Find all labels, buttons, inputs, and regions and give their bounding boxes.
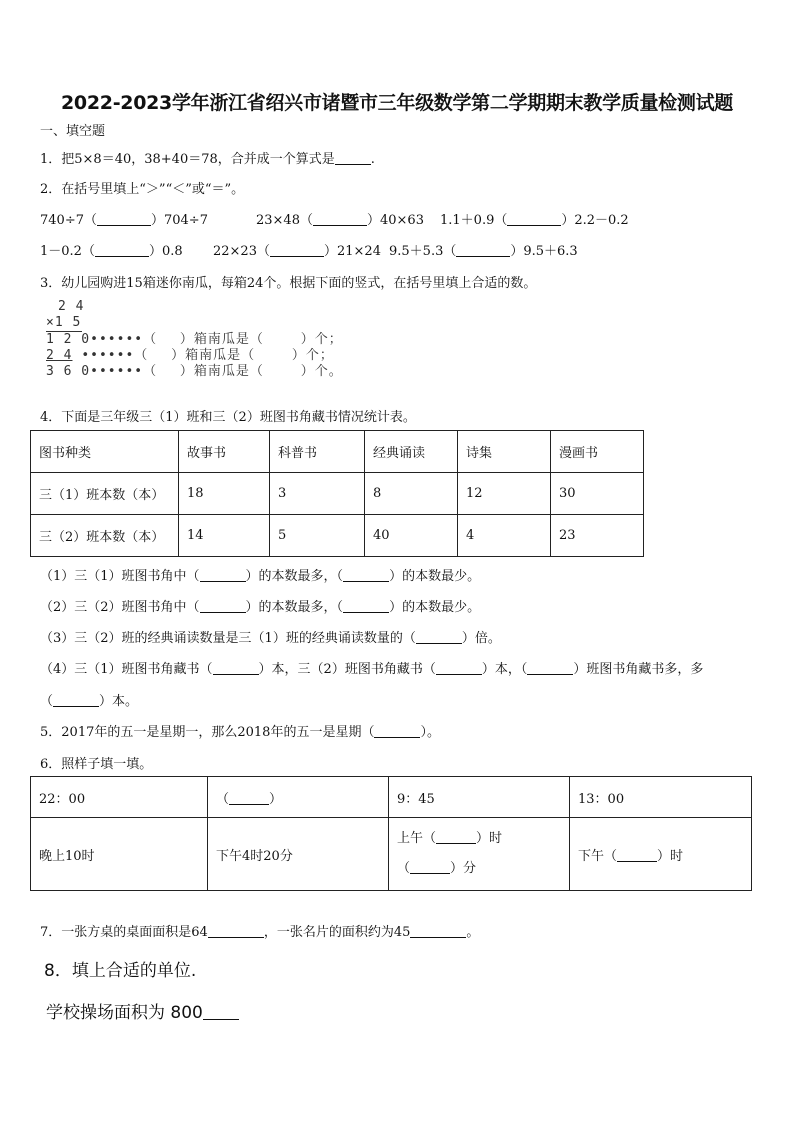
comparison-3: 1.1＋0.9（ ）2.2－0.2 — [440, 213, 629, 228]
answer-blank[interactable] — [343, 600, 389, 613]
table-cell: （ ） — [208, 777, 389, 818]
question-5: 5．2017年的五一是星期一，那么2018年的五一是星期（ ）。 — [40, 725, 440, 740]
table-cell: 下午（ ）时 — [570, 818, 752, 891]
table-header-cell: 诗集 — [458, 431, 551, 473]
table-cell: 18 — [179, 473, 270, 515]
sub-question-2: （2）三（2）班图书角中（ ）的本数最多，（ ）的本数最少。 — [40, 600, 481, 615]
question-2: 2．在括号里填上“＞”“＜”或“＝”。 — [40, 182, 245, 197]
question-1: 1．把5×8＝40，38+40＝78，合并成一个算式是 . — [40, 152, 375, 167]
table-header-cell: 经典诵读 — [365, 431, 458, 473]
answer-blank[interactable] — [270, 244, 324, 257]
answer-blank[interactable] — [229, 792, 269, 805]
sub-question-3: （3）三（2）班的经典诵读数量是三（1）班的经典诵读数量的（ ）倍。 — [40, 631, 501, 646]
answer-blank[interactable] — [527, 662, 573, 675]
answer-blank[interactable] — [208, 925, 264, 938]
question-3: 3．幼儿园购进15箱迷你南瓜，每箱24个。根据下面的竖式，在括号里填上合适的数。 — [40, 276, 537, 291]
table-cell: 3 — [270, 473, 365, 515]
answer-blank[interactable] — [410, 861, 450, 874]
table-cell: 4 — [458, 515, 551, 557]
table-cell: 23 — [551, 515, 644, 557]
answer-blank[interactable] — [507, 213, 561, 226]
table-cell: 9：45 — [389, 777, 570, 818]
answer-blank[interactable] — [416, 631, 462, 644]
answer-blank[interactable] — [53, 694, 99, 707]
time-table — [30, 776, 752, 891]
cell-line: 上午（ ）时 — [397, 831, 503, 846]
comparison-5: 22×23（ ）21×24 — [213, 244, 381, 259]
vertical-line: 2 4 ••••••（ ）箱南瓜是（ ）个； — [46, 348, 334, 363]
question-8: 8．填上合适的单位. — [44, 961, 197, 981]
comparison-6: 9.5＋5.3（ ）9.5＋6.3 — [389, 244, 578, 259]
answer-blank[interactable] — [456, 244, 510, 257]
sub-question-1: （1）三（1）班图书角中（ ）的本数最多，（ ）的本数最少。 — [40, 569, 481, 584]
sub-question-4: （4）三（1）班图书角藏书（ ）本，三（2）班图书角藏书（ ）本，（ ）班图书角藏书多，多 — [40, 662, 704, 677]
answer-blank[interactable] — [374, 725, 420, 738]
page-title: 2022-2023学年浙江省绍兴市诸暨市三年级数学第二学期期末教学质量检测试题 — [61, 92, 733, 114]
answer-blank[interactable] — [213, 662, 259, 675]
vertical-line: 2 4 — [58, 299, 85, 314]
table-cell: 下午4时20分 — [208, 818, 389, 891]
answer-blank[interactable] — [410, 925, 466, 938]
table-cell: 30 — [551, 473, 644, 515]
question-4: 4．下面是三年级三（1）班和三（2）班图书角藏书情况统计表。 — [40, 410, 416, 425]
table-row — [31, 515, 644, 557]
answer-blank[interactable] — [313, 213, 367, 226]
table-cell: 13：00 — [570, 777, 752, 818]
answer-blank[interactable] — [436, 662, 482, 675]
table-cell: 5 — [270, 515, 365, 557]
answer-blank[interactable] — [343, 569, 389, 582]
question-6: 6．照样子填一填。 — [40, 757, 153, 772]
answer-blank[interactable] — [617, 849, 657, 862]
table-cell: 14 — [179, 515, 270, 557]
answer-blank[interactable] — [95, 244, 149, 257]
table-header-cell: 故事书 — [179, 431, 270, 473]
comparison-4: 1－0.2（ ）0.8 — [40, 244, 183, 259]
table-header-row — [31, 431, 644, 473]
table-row — [31, 473, 644, 515]
answer-blank[interactable] — [97, 213, 151, 226]
table-cell: 三（2）班本数（本） — [31, 515, 179, 557]
table-header-cell: 漫画书 — [551, 431, 644, 473]
table-cell: 三（1）班本数（本） — [31, 473, 179, 515]
section-heading: 一、填空题 — [40, 124, 106, 139]
table-cell: 40 — [365, 515, 458, 557]
answer-blank[interactable] — [200, 600, 246, 613]
vertical-line: 1 2 0••••••（ ）箱南瓜是（ ）个； — [46, 332, 343, 347]
answer-blank[interactable] — [200, 569, 246, 582]
table-header-cell: 图书种类 — [31, 431, 179, 473]
answer-blank[interactable] — [203, 1004, 239, 1020]
cell-line: （ ）分 — [397, 861, 477, 876]
sub-question-4-cont: （ ）本。 — [40, 694, 139, 709]
table-cell: 22：00 — [31, 777, 208, 818]
vertical-line: 3 6 0••••••（ ）箱南瓜是（ ）个。 — [46, 364, 343, 379]
table-row — [31, 777, 752, 818]
table-header-cell: 科普书 — [270, 431, 365, 473]
table-cell — [389, 818, 570, 891]
comparison-2: 23×48（ ）40×63 — [256, 213, 424, 228]
question-7: 7．一张方桌的桌面面积是64 ，一张名片的面积约为45 。 — [40, 925, 480, 940]
answer-blank[interactable] — [436, 831, 476, 844]
table-cell: 12 — [458, 473, 551, 515]
table-cell: 晚上10时 — [31, 818, 208, 891]
table-cell: 8 — [365, 473, 458, 515]
question-8-line: 学校操场面积为 800 — [46, 998, 239, 1023]
vertical-line: ×1 5 — [46, 315, 82, 330]
comparison-1: 740÷7（ ）704÷7 — [40, 213, 208, 228]
table-row — [31, 818, 752, 891]
book-stats-table — [30, 430, 644, 557]
answer-blank[interactable] — [335, 152, 371, 165]
vertical-multiplication — [46, 299, 343, 380]
